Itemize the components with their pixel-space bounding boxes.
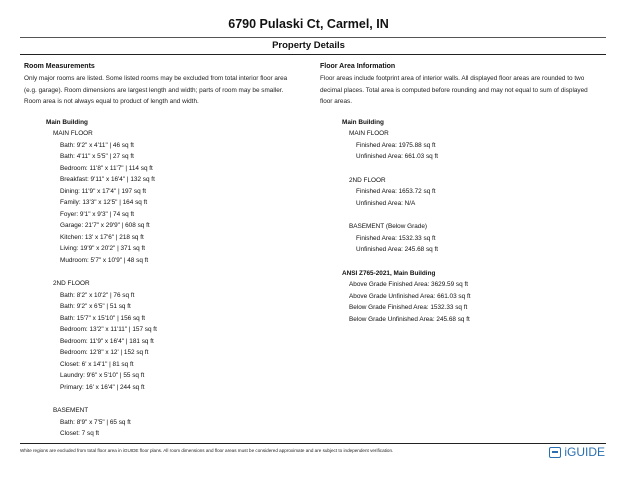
room-item: Family: 13'3" x 12'5" | 164 sq ft: [60, 199, 148, 206]
building-label: Main Building: [46, 118, 88, 126]
page-subtitle: Property Details: [272, 40, 345, 51]
room-item: Bedroom: 13'2" x 11'11" | 157 sq ft: [60, 326, 157, 333]
room-item: Mudroom: 5'7" x 10'9" | 48 sq ft: [60, 256, 149, 264]
room-item: Closet: 7 sq ft: [60, 430, 100, 437]
room-item: Bedroom: 11'9" x 16'4" | 181 sq ft: [60, 337, 154, 345]
room-item: Bedroom: 12'8" x 12' | 152 sq ft: [60, 349, 149, 356]
room-item: Kitchen: 13' x 17'6" | 218 sq ft: [60, 233, 144, 241]
floor-label-second: 2ND FLOOR: [349, 176, 386, 184]
floor-area-heading: Floor Area Information: [320, 63, 396, 70]
ansi-item: Above Grade Finished Area: 3629.59 sq ft: [349, 281, 469, 288]
footer-divider: [20, 443, 606, 444]
room-item: Dining: 11'9" x 17'4" | 197 sq ft: [60, 187, 146, 195]
floor-label-basement: BASEMENT (Below Grade): [349, 223, 428, 230]
ansi-item: Below Grade Finished Area: 1532.33 sq ft: [349, 304, 468, 311]
floor-area-description-line: decimal places. Total area is computed before rounding and may not equal to sum of displayed: [320, 86, 588, 94]
unfinished-area: Unfinished Area: 661.03 sq ft: [356, 153, 439, 160]
iguide-logo-text: iGUIDE: [564, 445, 605, 459]
floor-area-section: [320, 60, 610, 325]
footer-note: White regions are excluded from total floor area in iGUIDE floor plans. All room dimensions and floor areas must be considered approximate and are subject to independent verification.: [20, 448, 394, 453]
room-item: Bath: 9'2" x 4'11" | 46 sq ft: [60, 141, 134, 149]
floor-area-description-line: Floor areas include footprint area of interior walls. All displayed floor areas are rounded to two: [320, 75, 585, 82]
finished-area: Finished Area: 1975.88 sq ft: [356, 141, 436, 149]
room-item: Primary: 16' x 16'4" | 244 sq ft: [60, 383, 145, 391]
floor-label-main: MAIN FLOOR: [349, 130, 389, 137]
subtitle-divider: [20, 54, 606, 55]
floor-label-main: MAIN FLOOR: [53, 130, 93, 137]
spacer: [24, 393, 309, 405]
floor-area-description-line: floor areas.: [320, 98, 352, 105]
spacer: [320, 209, 610, 221]
iguide-logo-icon: [549, 447, 561, 458]
spacer: [320, 163, 610, 175]
room-item: Living: 19'9" x 20'2" | 371 sq ft: [60, 245, 146, 252]
spacer: [320, 256, 610, 268]
ansi-item: Above Grade Unfinished Area: 661.03 sq ft: [349, 292, 471, 300]
room-item: Garage: 21'7" x 29'9" | 608 sq ft: [60, 222, 150, 229]
room-measurements-description-line: Room area is not always equal to product of length and width.: [24, 98, 199, 105]
room-item: Bath: 8'2" x 10'2" | 76 sq ft: [60, 291, 135, 299]
room-item: Foyer: 9'1" x 9'3" | 74 sq ft: [60, 210, 134, 218]
unfinished-area: Unfinished Area: N/A: [356, 199, 416, 207]
room-measurements-description-line: Only major rooms are listed. Some listed rooms may be excluded from total interior floor area: [24, 75, 288, 82]
room-item: Bedroom: 11'8" x 11'7" | 114 sq ft: [60, 164, 153, 172]
room-item: Bath: 15'7" x 15'10" | 156 sq ft: [60, 314, 146, 322]
room-measurements-heading: Room Measurements: [24, 63, 95, 70]
floor-label-second: 2ND FLOOR: [53, 280, 90, 287]
spacer: [24, 266, 309, 278]
ansi-item: Below Grade Unfinished Area: 245.68 sq ft: [349, 315, 470, 323]
room-item: Closet: 6' x 14'1" | 81 sq ft: [60, 360, 134, 368]
room-item: Bath: 4'11" x 5'5" | 27 sq ft: [60, 153, 134, 160]
finished-area: Finished Area: 1653.72 sq ft: [356, 188, 436, 195]
room-measurements-section: [24, 60, 309, 440]
room-item: Bath: 9'2" x 6'5" | 51 sq ft: [60, 303, 131, 310]
room-item: Bath: 8'9" x 7'5" | 65 sq ft: [60, 418, 131, 426]
floor-label-basement: BASEMENT: [53, 407, 89, 414]
room-item: Laundry: 9'6" x 5'10" | 55 sq ft: [60, 372, 145, 379]
room-measurements-description-line: (e.g. garage). Room dimensions are largest length and width; parts of room may be smaller.: [24, 86, 284, 94]
iguide-logo: [549, 445, 605, 459]
title-divider: [20, 37, 606, 38]
room-item: Breakfast: 9'11" x 16'4" | 132 sq ft: [60, 176, 155, 183]
unfinished-area: Unfinished Area: 245.68 sq ft: [356, 246, 439, 253]
ansi-heading: ANSI Z765-2021, Main Building: [342, 269, 436, 277]
building-label: Main Building: [342, 118, 384, 126]
finished-area: Finished Area: 1532.33 sq ft: [356, 234, 436, 242]
page-title: 6790 Pulaski Ct, Carmel, IN: [228, 17, 389, 31]
